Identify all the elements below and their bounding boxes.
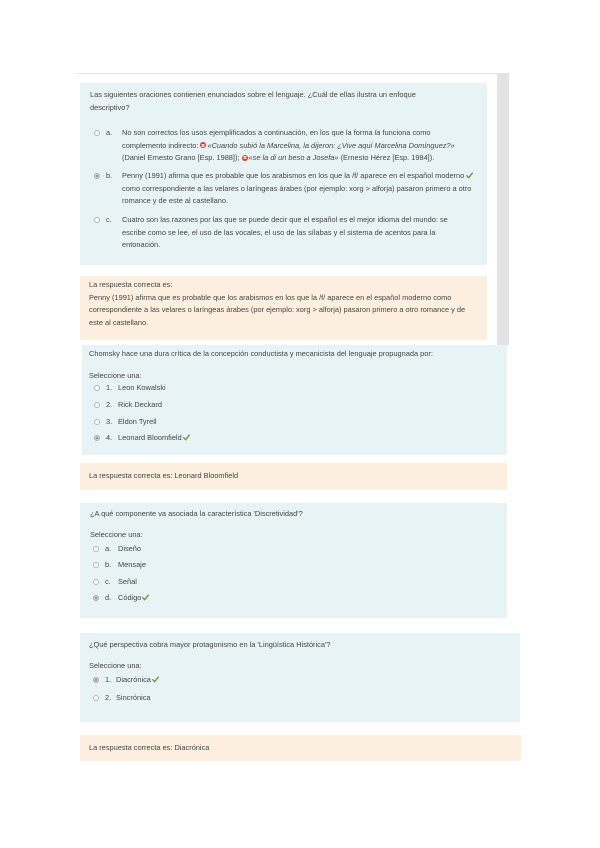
feedback-label: La respuesta correcta es: [89,280,173,289]
check-icon [142,594,149,601]
example-quote: «Cuando subió la Marcelina, la dijeron: ¿Vive aquí Marcelina Domínguez?» [207,140,455,150]
option-marker: d. [105,593,112,602]
radio-icon[interactable] [94,435,100,441]
select-label: Seleccione una: [90,530,143,539]
option-marker: c. [105,577,111,586]
option-marker: 2. [105,693,112,702]
option-marker: 3. [106,416,113,426]
example-quote: «se la di un beso a Josefa» [248,153,339,162]
question-2 [82,345,507,455]
question-4 [80,633,520,722]
answer-option-a[interactable] [80,127,487,162]
answer-option-2[interactable] [82,399,507,412]
answer-option-1[interactable] [82,382,507,395]
answer-option-b[interactable] [80,559,507,572]
option-label: Código [118,593,142,602]
option-text [122,127,472,165]
radio-icon[interactable] [94,217,100,223]
option-marker: a. [105,544,112,553]
radio-icon[interactable] [93,579,99,585]
option-label: Diseño [118,544,142,553]
select-label: Seleccione una: [89,371,142,380]
question-prompt: ¿Qué perspectiva cobra mayor protagonismo en la 'Lingüística Histórica'? [89,640,331,649]
option-marker: b. [105,560,112,569]
radio-icon[interactable] [94,173,100,179]
option-text-part: funciona como complemento indirecto: [122,128,431,150]
option-label: Rick Deckard [118,400,162,409]
option-text: Cuatro son las razones por las que se puede decir que el español es el mejor idioma del mundo: se escribe como se lee, el uso de las vocales, el uso de las sílabas y el sistema de acentos para la entonación. [122,215,448,249]
radio-icon[interactable] [93,595,99,601]
correct-answer-feedback-4 [80,735,521,761]
question-prompt: ¿A qué componente va asociada la característica 'Discretividad'? [90,509,303,518]
answer-option-c[interactable] [80,214,487,249]
option-text-italic: la [374,128,381,137]
feedback-text: La respuesta correcta es: Diacrónica [89,743,210,752]
option-label: Diacrónica [116,675,151,684]
option-label-with-check [118,432,190,445]
option-marker: c. [106,215,112,224]
option-text-part: (Daniel Ernesto Grano [Esp. 1988]); [122,153,242,162]
option-marker: 2. [106,400,113,409]
radio-icon[interactable] [93,546,99,552]
radio-icon[interactable] [93,695,99,701]
option-label-with-check [118,592,149,605]
option-label: Sincrónica [116,693,151,702]
option-marker: 4. [106,433,113,442]
answer-option-1[interactable] [80,674,520,687]
answer-option-2[interactable] [80,692,520,705]
option-label: Leon Kowalski [118,383,166,392]
option-label-with-check [116,674,159,687]
answer-option-3[interactable] [82,416,507,429]
question-prompt: Las siguientes oraciones contienen enunciados sobre el lenguaje. ¿Cuál de ellas ilustra un enfoque descriptivo? [90,90,416,112]
radio-icon[interactable] [94,385,100,391]
question-3 [80,503,507,618]
answer-option-c[interactable] [80,576,507,589]
correct-answer-feedback-2 [80,463,507,490]
radio-icon[interactable] [94,130,100,136]
radio-icon[interactable] [94,419,100,425]
option-text: Penny (1991) afirma que es probable que los arabismos en los que la /f/ aparece en el español moderno como correspondiente a las velares o laríngeas árabes (por ejemplo: xorg > alforja) pasaron primero a otro romance y de este al castellano. [122,171,472,205]
option-label: Mensaje [118,560,146,569]
radio-icon[interactable] [94,402,100,408]
cross-circle-icon [242,155,248,161]
answer-option-a[interactable] [80,543,507,556]
check-icon [152,676,159,683]
option-label: Leonard Bloomfield [118,433,182,442]
option-text-part: No son correctos los usos ejemplificados a continuación, en los que la forma [122,128,375,137]
radio-icon[interactable] [93,562,99,568]
check-icon [466,172,473,179]
option-marker: 1. [106,383,113,392]
feedback-text: La respuesta correcta es: Leonard Bloomfield [89,471,239,480]
check-icon [183,434,190,441]
radio-icon[interactable] [93,677,99,683]
option-marker: 1. [105,675,112,684]
question-prompt: Chomsky hace una dura crítica de la concepción conductista y mecanicista del lenguaje propugnada por: [89,349,433,358]
select-label: Seleccione una: [89,661,142,670]
answer-option-b[interactable] [80,170,487,205]
feedback-answer: Penny (1991) afirma que es probable que los arabismos en los que la /f/ aparece en el español moderno como correspondiente a las velares o laríngeas árabes (por ejemplo: xorg > alforja) pasaron primero a otro romance y de este al castellano. [89,292,466,327]
option-marker: b. [106,171,113,180]
question-1 [80,83,487,265]
option-text-part: (Ernesto Hérez [Esp. 1984]). [338,153,435,162]
option-label: Eldon Tyrell [118,416,157,426]
cross-circle-icon [200,142,206,148]
answer-option-d[interactable] [80,592,507,605]
option-label: Señal [118,577,137,586]
correct-answer-feedback-1 [80,276,487,340]
answer-option-4[interactable] [82,432,507,445]
scrollbar[interactable] [497,73,509,345]
option-marker: a. [106,128,113,137]
screenshot-frame-top [76,73,497,74]
